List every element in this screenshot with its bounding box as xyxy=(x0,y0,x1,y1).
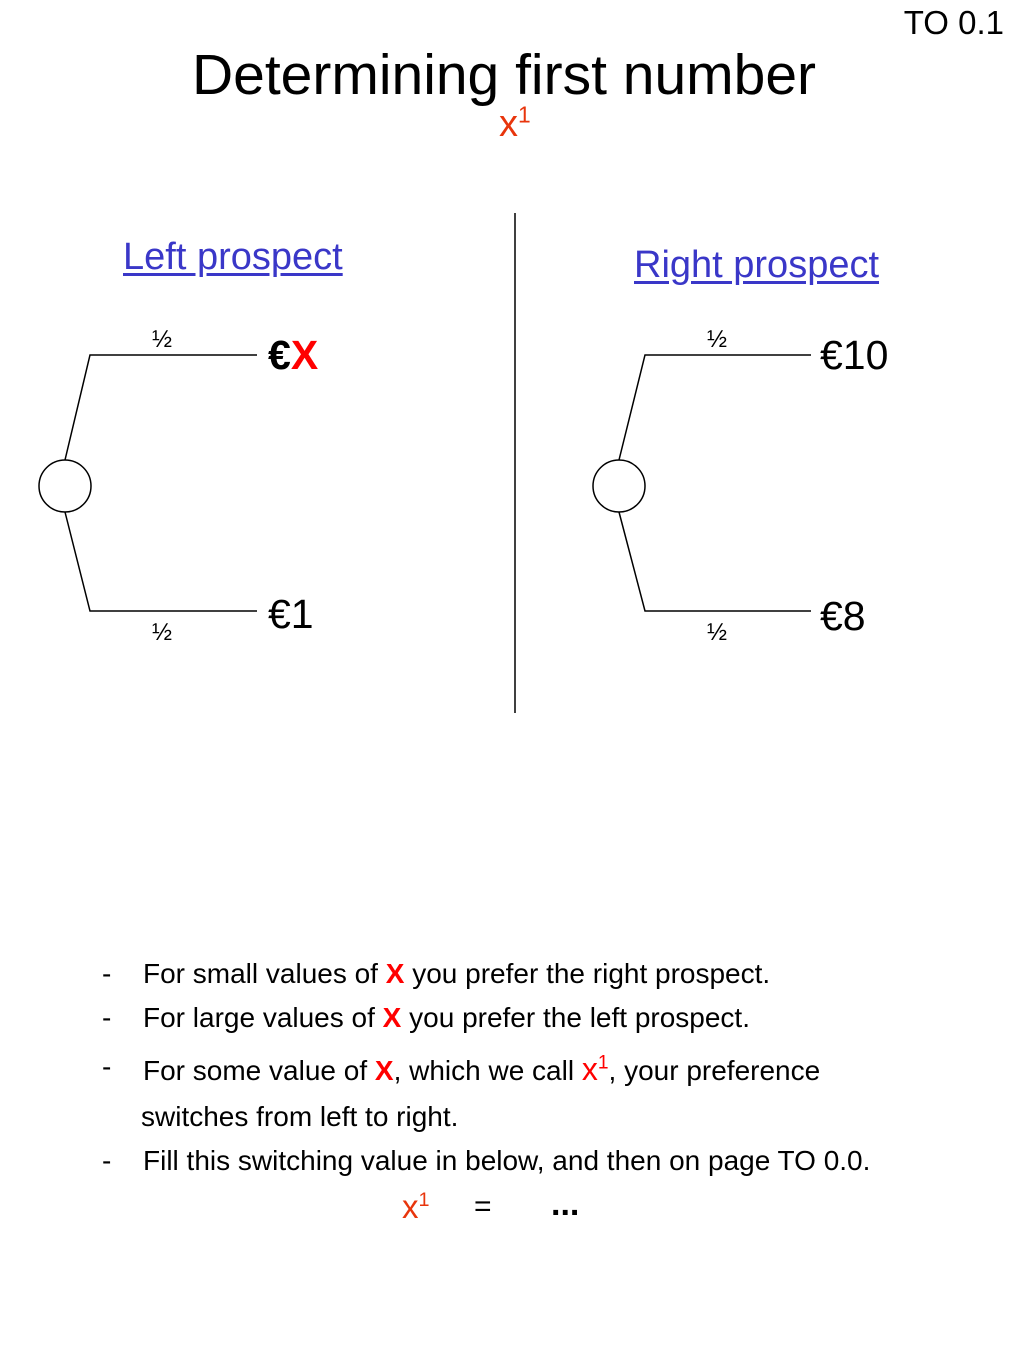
bullet-text: you prefer the left prospect. xyxy=(401,1002,750,1033)
left-top-branch xyxy=(65,355,257,460)
right-top-outcome: €10 xyxy=(820,332,889,378)
right-top-probability: ½ xyxy=(707,326,728,353)
bullet-x1-sup: 1 xyxy=(597,1052,609,1074)
answer-variable-base: x xyxy=(402,1188,419,1225)
bullet-text: , which we call xyxy=(393,1055,582,1086)
left-bottom-branch xyxy=(65,512,257,611)
bullet-x1-variable xyxy=(582,1051,609,1087)
bullet-text: switches from left to right. xyxy=(141,1101,459,1132)
answer-equals: = xyxy=(474,1190,492,1223)
bullet-dash: - xyxy=(102,1002,112,1033)
bullet-text: For large values of xyxy=(143,1002,383,1033)
left-top-variable: X xyxy=(290,332,319,378)
title-variable-base: x xyxy=(499,103,518,145)
bullet-text: For small values of xyxy=(143,958,386,989)
left-chance-node xyxy=(39,460,91,512)
left-bottom-probability: ½ xyxy=(152,619,173,646)
left-bottom-outcome: €1 xyxy=(268,591,314,637)
left-top-outcome xyxy=(268,332,318,379)
bullet-text: For some value of xyxy=(143,1055,375,1086)
page-title: Determining first number xyxy=(191,43,817,107)
left-top-probability: ½ xyxy=(152,326,173,353)
left-top-currency: € xyxy=(268,332,291,378)
bullet-text: you prefer the right prospect. xyxy=(404,958,771,989)
right-bottom-outcome: €8 xyxy=(820,593,866,639)
right-chance-node xyxy=(593,460,645,512)
right-prospect-title[interactable]: Right prospect xyxy=(634,244,880,286)
answer-blank[interactable]: ... xyxy=(551,1185,580,1223)
bullet-text: , your preference xyxy=(608,1055,821,1086)
bullet-dash: - xyxy=(102,1051,112,1082)
bullet-variable: X xyxy=(382,1002,402,1033)
bullet-text: Fill this switching value in below, and then on page TO 0.0. xyxy=(143,1145,871,1176)
answer-variable-sup: 1 xyxy=(418,1189,430,1211)
title-variable-sup: 1 xyxy=(518,101,531,128)
bullet-x1-base: x xyxy=(581,1051,598,1087)
right-bottom-branch xyxy=(619,512,811,611)
left-prospect-title[interactable]: Left prospect xyxy=(123,236,343,278)
answer-variable xyxy=(402,1188,430,1226)
bullet-dash: - xyxy=(102,958,112,989)
page-label: TO 0.1 xyxy=(903,4,1004,41)
bullet-variable: X xyxy=(374,1055,394,1086)
bullet-dash: - xyxy=(102,1145,112,1176)
right-bottom-probability: ½ xyxy=(707,619,728,646)
right-top-branch xyxy=(619,355,811,460)
bullet-variable: X xyxy=(385,958,405,989)
